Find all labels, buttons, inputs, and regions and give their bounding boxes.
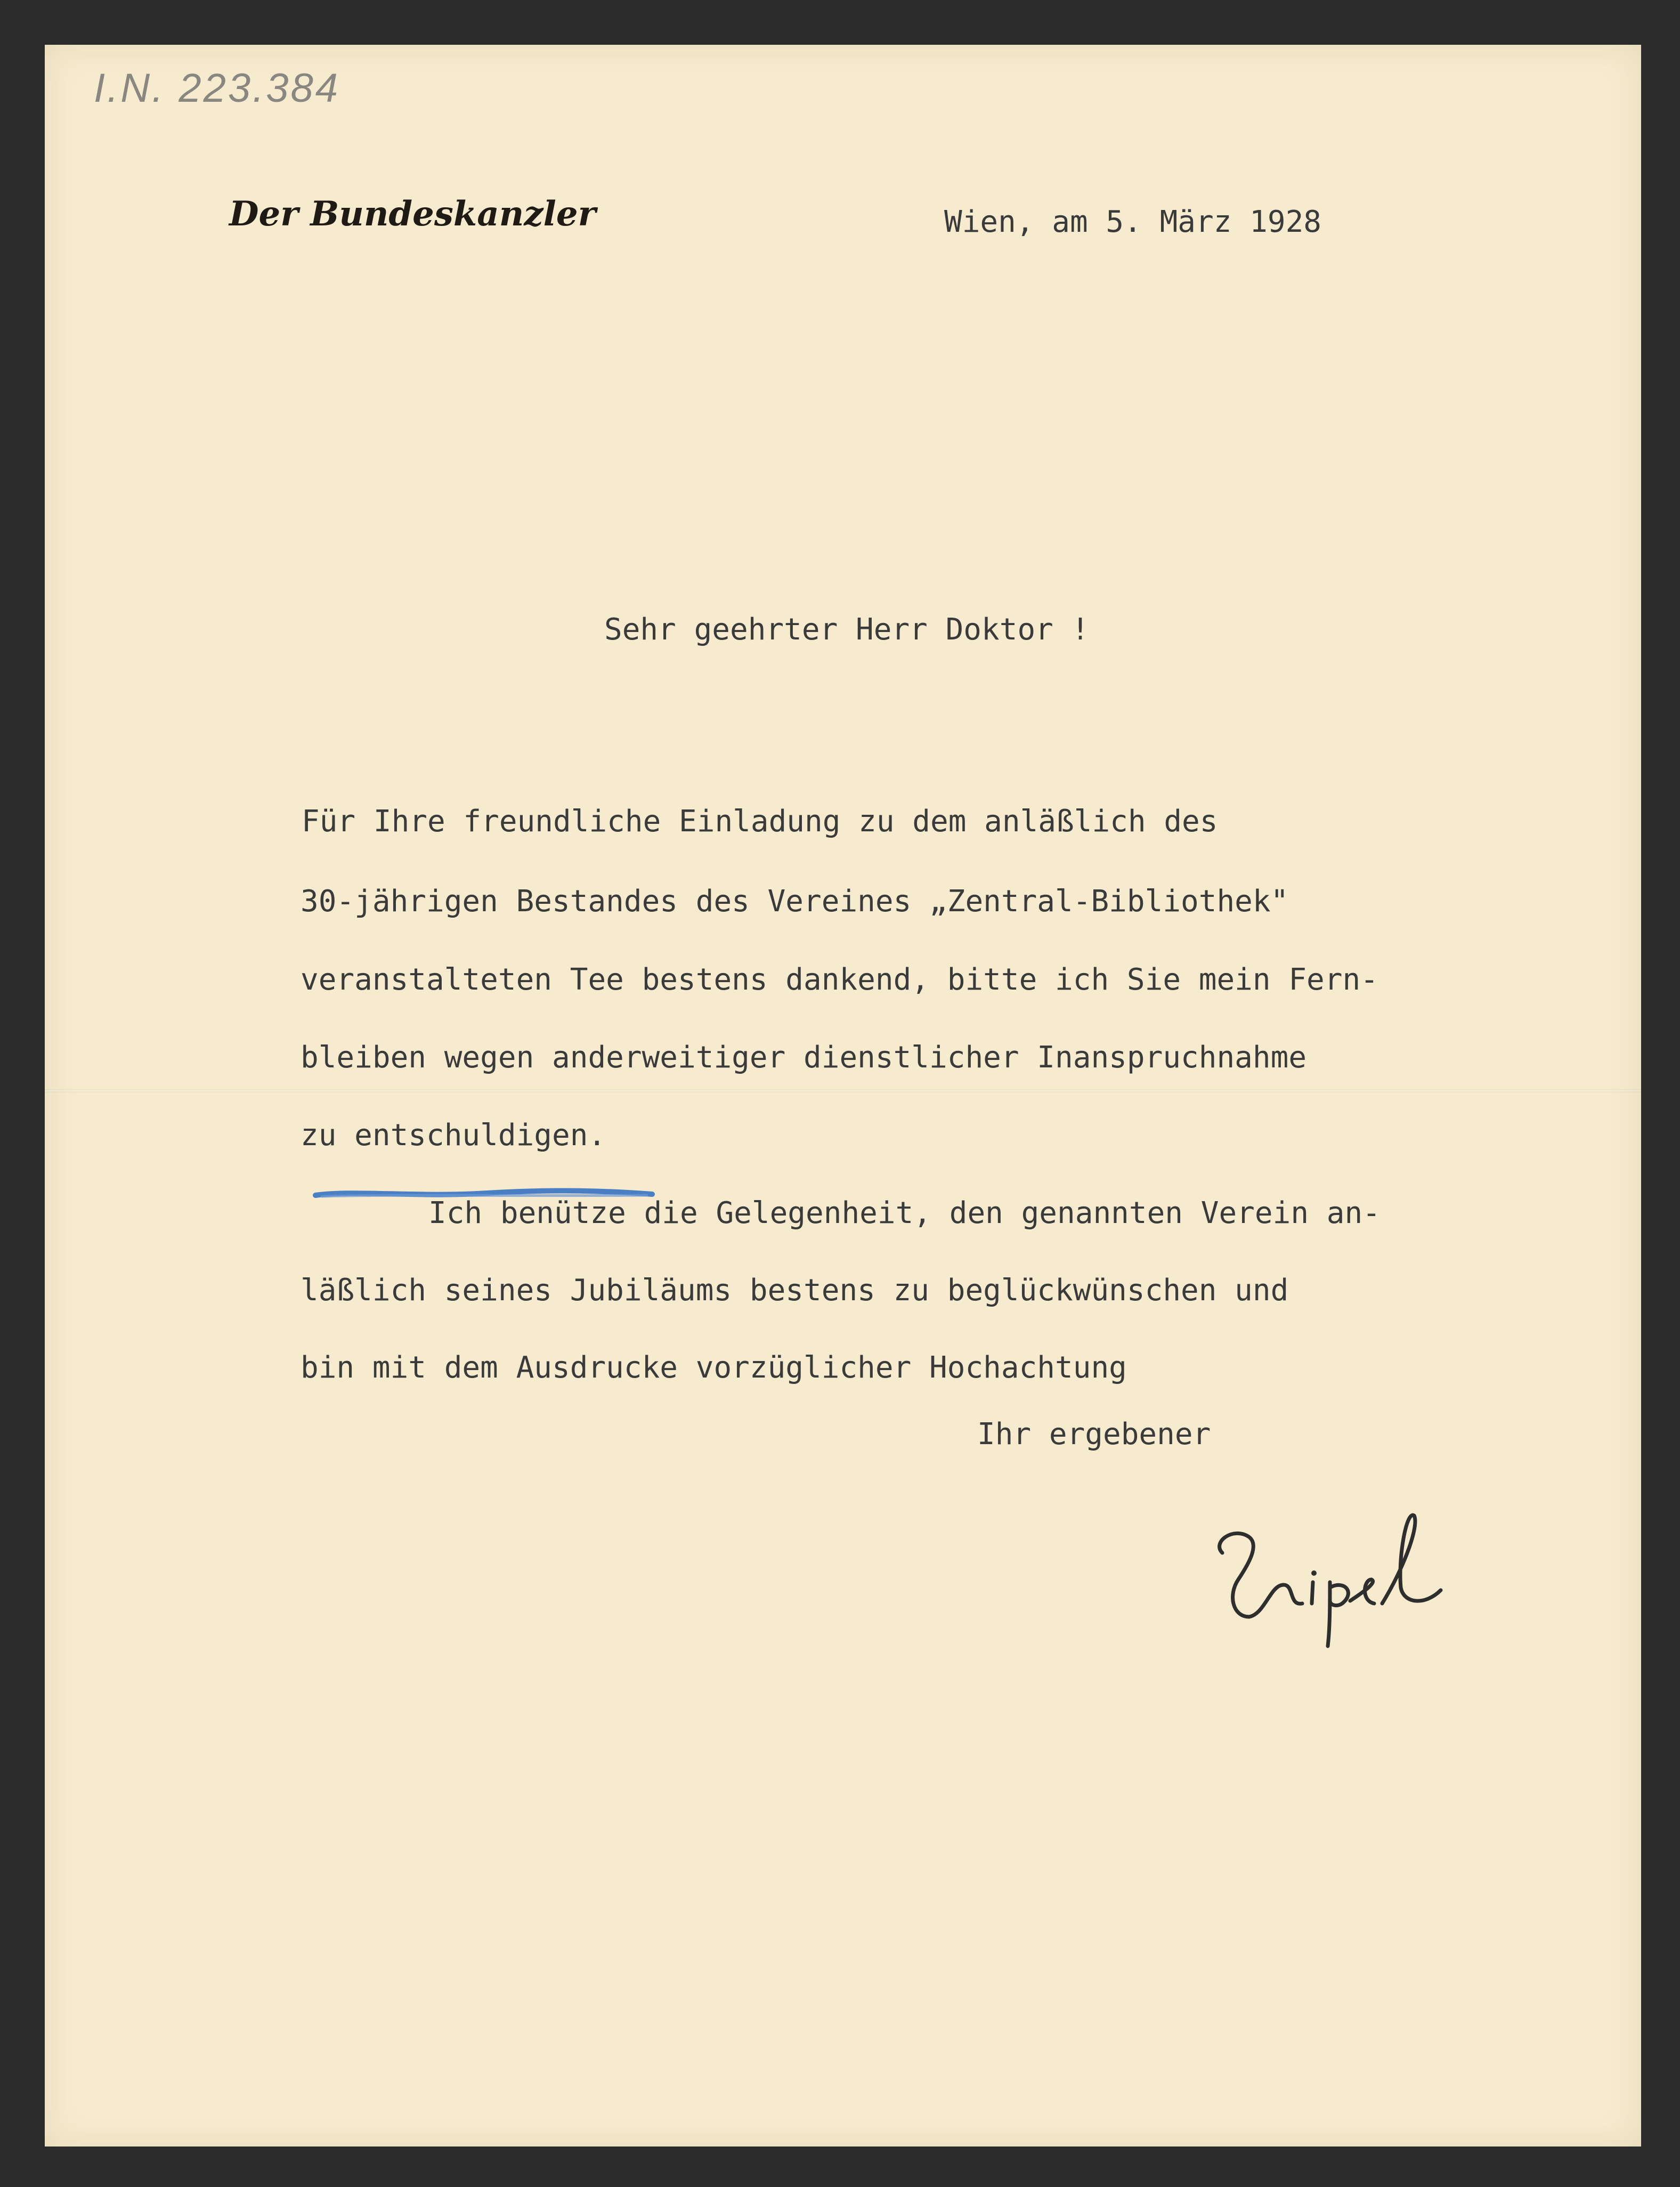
letterhead: Der Bundeskanzler	[229, 194, 596, 234]
body-line-4: bleiben wegen anderweitiger dienstlicher Inanspruchnahme	[301, 1040, 1307, 1075]
paper-fold	[45, 1089, 1641, 1092]
body-line-3: veranstalteten Tee bestens dankend, bitte ich Sie mein Fern-	[301, 962, 1378, 997]
letter-sheet	[45, 45, 1641, 2146]
salutation: Sehr geehrter Herr Doktor !	[604, 612, 1090, 647]
body-line-5: zu entschuldigen.	[301, 1118, 606, 1153]
date-line: Wien, am 5. März 1928	[944, 205, 1322, 239]
inventory-number: I.N. 223.384	[94, 66, 340, 111]
body-line-1: Für Ihre freundliche Einladung zu dem anläßlich des	[302, 804, 1218, 839]
body-line-2: 30-jährigen Bestandes des Vereines „Zentral-Bibliothek"	[301, 884, 1289, 919]
signature	[1190, 1494, 1521, 1654]
body-line-6: Ich benütze die Gelegenheit, den genannten Verein an-	[428, 1196, 1381, 1230]
body-line-7: läßlich seines Jubiläums bestens zu beglückwünschen und	[301, 1273, 1289, 1308]
closing: Ihr ergebener	[977, 1417, 1211, 1452]
body-line-8: bin mit dem Ausdrucke vorzüglicher Hochachtung	[301, 1350, 1127, 1385]
